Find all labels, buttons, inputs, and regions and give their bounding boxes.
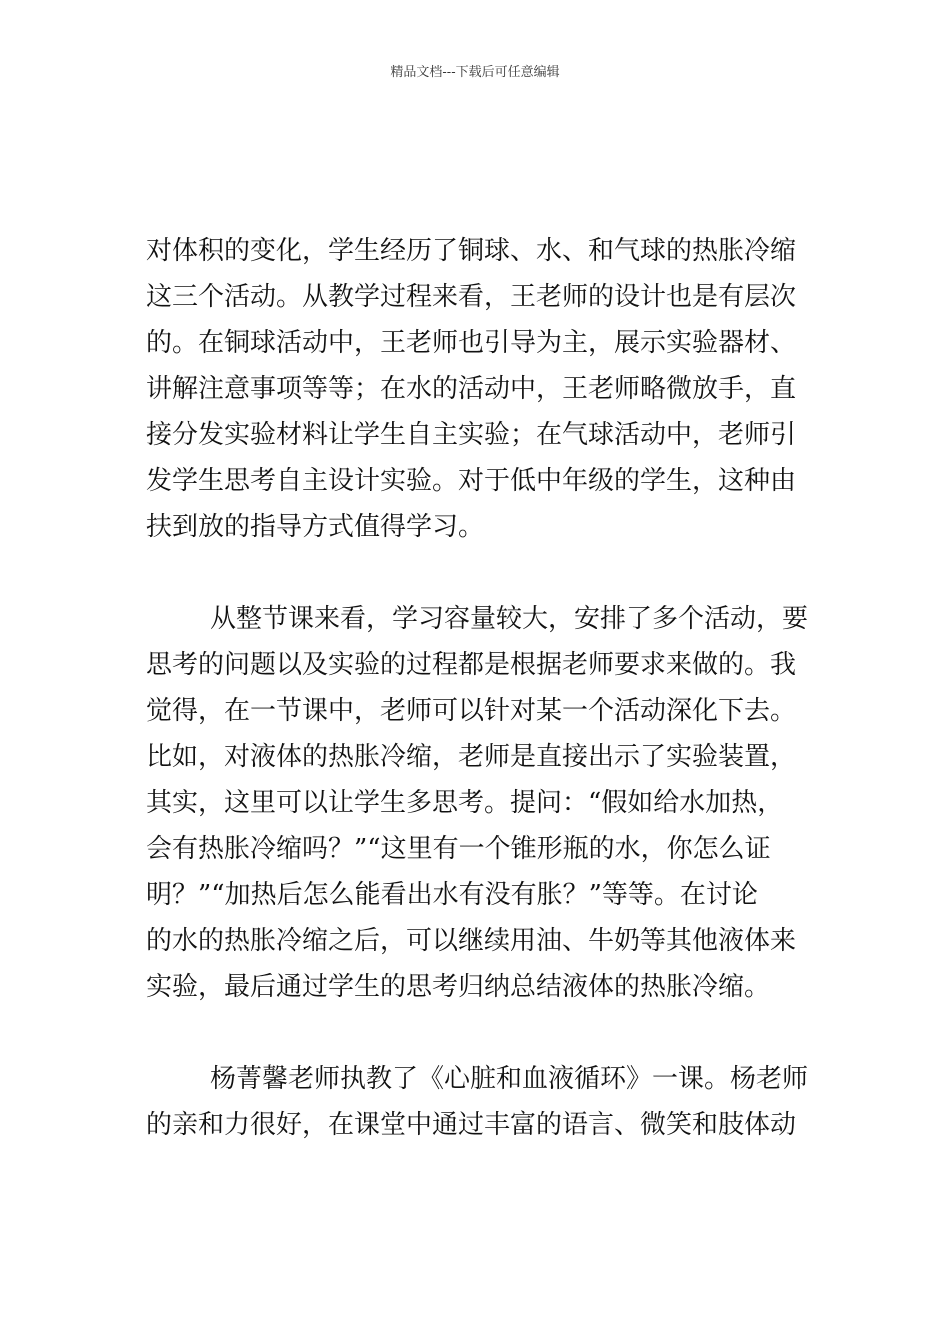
text-line: 讲解注意事项等等；在水的活动中，王老师略微放手，直 [146, 374, 797, 404]
paragraph-spacer [146, 1010, 806, 1056]
text-line: 会有热胀冷缩吗？”“这里有一个锥形瓶的水，你怎么证 [146, 834, 771, 864]
text-line: 的。在铜球活动中，王老师也引导为主，展示实验器材、 [146, 328, 797, 358]
text-line: 从整节课来看，学习容量较大，安排了多个活动，要 [210, 604, 809, 634]
text-line: 扶到放的指导方式值得学习。 [146, 512, 485, 542]
document-body [146, 228, 809, 1148]
text-line: 明？”“加热后怎么能看出水有没有胀？”等等。在讨论 [146, 880, 758, 910]
text-line: 对体积的变化，学生经历了铜球、水、和气球的热胀冷缩 [146, 236, 797, 266]
text-line: 实验，最后通过学生的思考归纳总结液体的热胀冷缩。 [146, 972, 771, 1002]
text-line: 接分发实验材料让学生自主实验；在气球活动中，老师引 [146, 420, 797, 450]
text-line: 这三个活动。从教学过程来看，王老师的设计也是有层次 [146, 282, 797, 312]
text-line: 其实，这里可以让学生多思考。提问：“假如给水加热， [146, 788, 784, 818]
text-line: 比如，对液体的热胀冷缩，老师是直接出示了实验装置， [146, 742, 797, 772]
paragraph-2 [146, 596, 809, 1010]
page-header: 精品文档---下载后可任意编辑 [390, 65, 560, 80]
text-line: 思考的问题以及实验的过程都是根据老师要求来做的。我 [146, 650, 797, 680]
paragraph-spacer [146, 550, 806, 596]
text-line: 发学生思考自主设计实验。对于低中年级的学生，这种由 [146, 466, 797, 496]
paragraph-3 [146, 1056, 809, 1148]
text-line: 觉得，在一节课中，老师可以针对某一个活动深化下去。 [146, 696, 797, 726]
text-line: 的亲和力很好，在课堂中通过丰富的语言、微笑和肢体动 [146, 1110, 797, 1140]
paragraph-1 [146, 228, 806, 550]
text-line: 的水的热胀冷缩之后，可以继续用油、牛奶等其他液体来 [146, 926, 797, 956]
text-line: 杨菁馨老师执教了《心脏和血液循环》一课。杨老师 [210, 1064, 809, 1094]
